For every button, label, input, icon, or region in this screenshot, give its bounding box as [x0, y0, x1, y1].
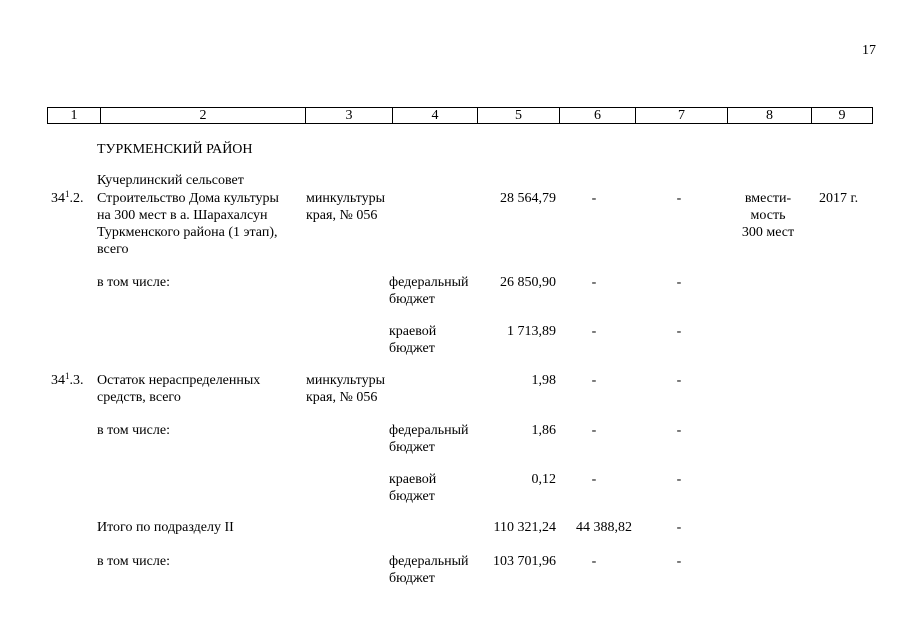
col6-value: - [591, 373, 597, 388]
including-label: в том числе: [97, 423, 170, 438]
column-number-1: 1 [70, 108, 78, 123]
capacity: вмести- мость 300 мест [741, 191, 795, 240]
page-number: 17 [862, 43, 876, 58]
col7-value: - [676, 373, 682, 388]
budget-federal: федеральный бюджет [389, 423, 469, 455]
subtotal-col7: - [676, 520, 682, 535]
subtotal-label: Итого по подразделу II [97, 520, 234, 535]
column-number-3: 3 [305, 108, 392, 123]
including-label: в том числе: [97, 275, 170, 290]
column-number-5: 5 [477, 108, 559, 123]
budget-federal: федеральный бюджет [389, 275, 469, 307]
including-label: в том числе: [97, 554, 170, 569]
column-number-4: 4 [392, 108, 477, 123]
column-number-9: 9 [811, 108, 872, 123]
responsible-organization: минкультуры края, № 056 [306, 191, 386, 223]
col7-value: - [676, 191, 682, 206]
district-heading: ТУРКМЕНСКИЙ РАЙОН [97, 142, 253, 157]
column-number-2: 2 [100, 108, 305, 123]
col6-value: - [591, 275, 597, 290]
regional-value: 0,12 [531, 472, 556, 487]
subtotal-col6: 44 388,82 [576, 520, 632, 535]
col7-value: - [676, 275, 682, 290]
total-cost: 28 564,79 [500, 191, 556, 206]
subtotal-col5: 110 321,24 [493, 520, 556, 535]
budget-regional: краевой бюджет [389, 324, 437, 356]
col6-value: - [591, 423, 597, 438]
col7-value: - [676, 324, 682, 339]
column-number-8: 8 [727, 108, 811, 123]
col7-value: - [676, 423, 682, 438]
council-heading: Кучерлинский сельсовет [97, 173, 244, 188]
regional-value: 1 713,89 [507, 324, 556, 339]
col6-value: - [591, 472, 597, 487]
column-number-header [47, 107, 873, 124]
col6-value: - [591, 554, 597, 569]
item-number: $34^1.2$. [51, 189, 84, 206]
col6-value: - [591, 324, 597, 339]
federal-value: 26 850,90 [500, 275, 556, 290]
federal-value: 103 701,96 [493, 554, 556, 569]
column-number-6: 6 [559, 108, 635, 123]
responsible-organization: минкультуры края, № 056 [306, 373, 386, 405]
federal-value: 1,86 [531, 423, 556, 438]
total-cost: 1,98 [531, 373, 556, 388]
budget-regional: краевой бюджет [389, 472, 437, 504]
column-number-7: 7 [635, 108, 727, 123]
col7-value: - [676, 472, 682, 487]
year: 2017 г. [819, 191, 859, 206]
budget-federal: федеральный бюджет [389, 554, 469, 586]
item-number: $34^1.3$. [51, 371, 84, 388]
item-name: Остаток нераспределенных средств, всего [97, 373, 261, 405]
item-name: Строительство Дома культуры на 300 мест в а. Шарахалсун Туркменского района (1 этап), всего [97, 191, 279, 257]
col6-value: - [591, 191, 597, 206]
col7-value: - [676, 554, 682, 569]
